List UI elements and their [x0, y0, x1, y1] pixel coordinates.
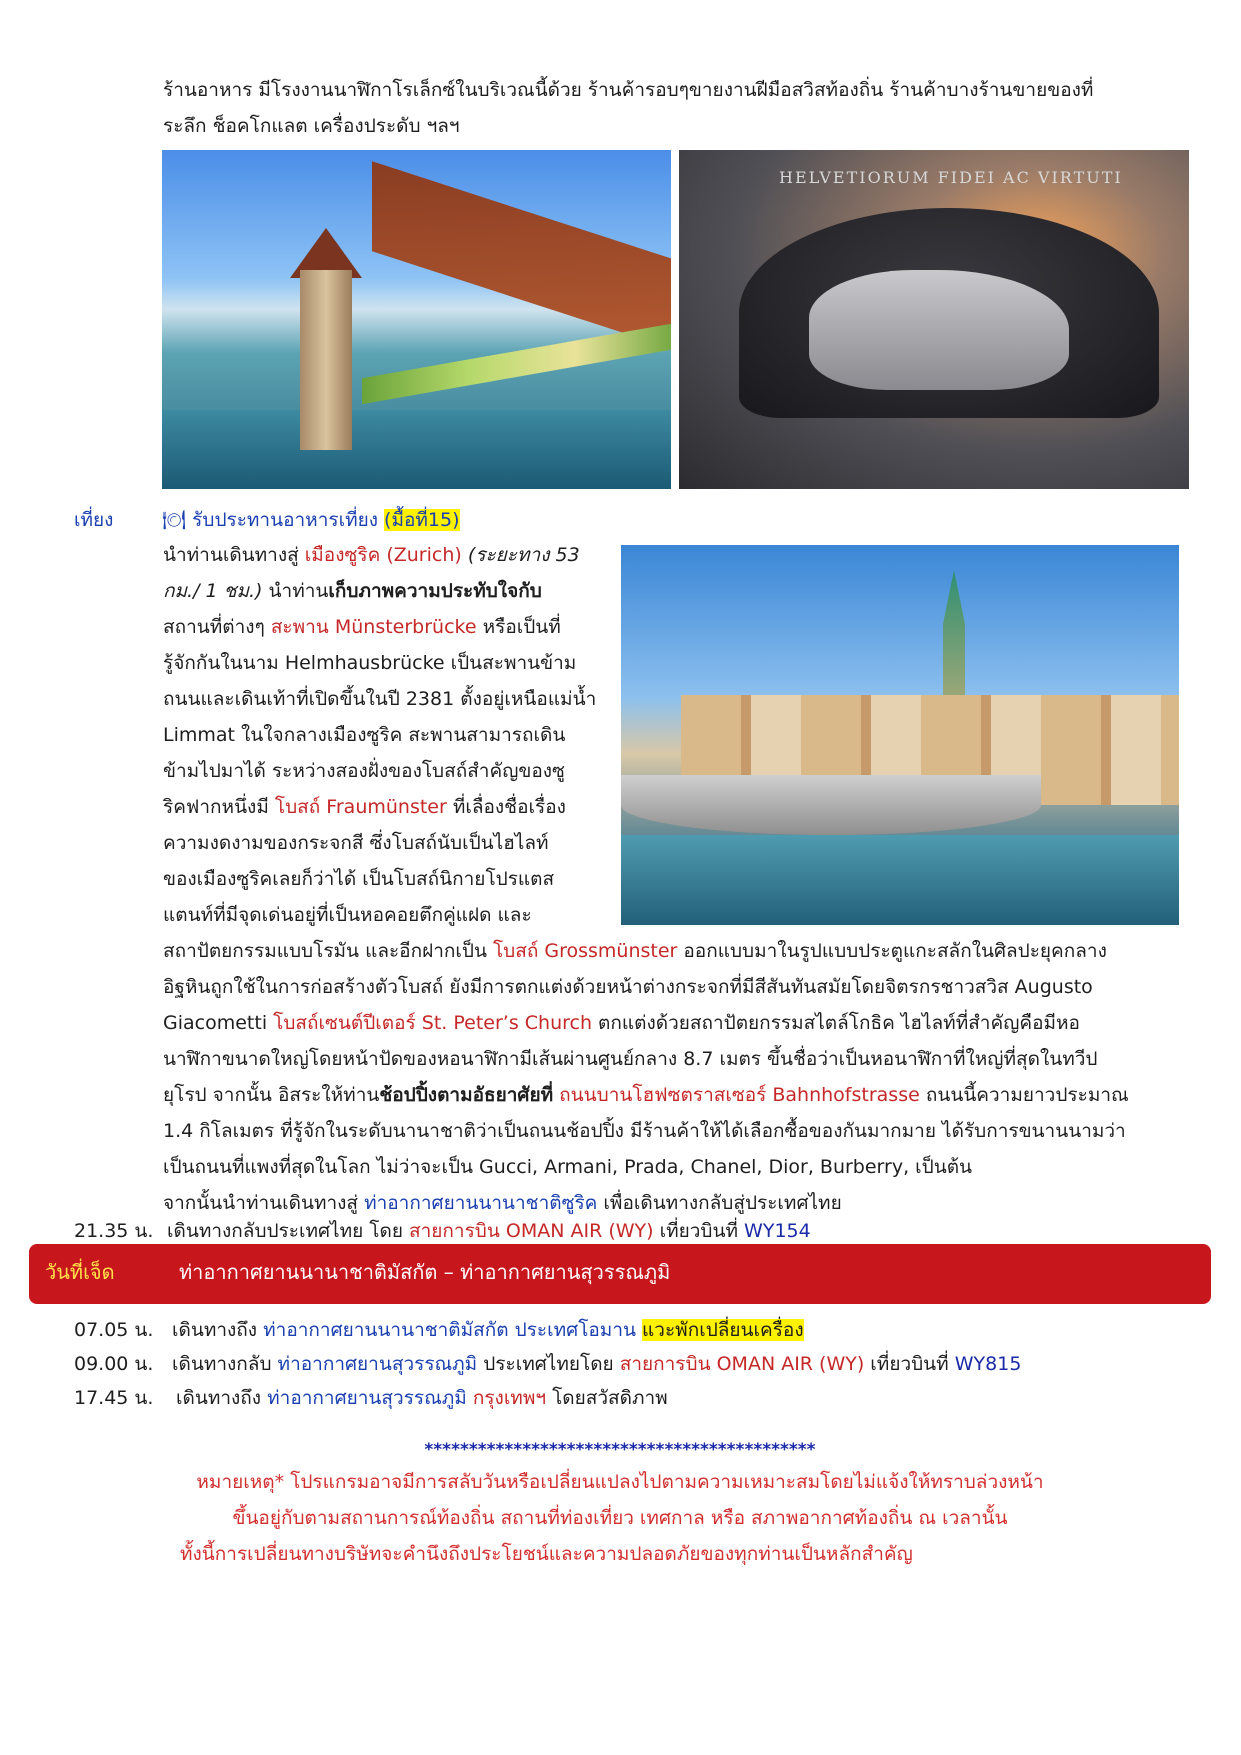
schedule-time-3: 17.45 น.: [74, 1387, 154, 1409]
zurich-line-5: ถนนและเดินเท้าที่เปิดขึ้นในปี 2381 ตั้งอยู่เหนือแม่น้ำ: [163, 688, 597, 710]
meal-icon: 🍽: [162, 509, 187, 531]
star-divider: ********************************************: [424, 1440, 816, 1460]
zurich-line-7: ข้ามไปมาได้ ระหว่างสองฝั่งของโบสถ์สำคัญของซู: [163, 760, 565, 782]
schedule-line-1: เดินทางถึง ท่าอากาศยานนานาชาติมัสกัต ประเทศโอมาน แวะพักเปลี่ยนเครื่อง: [172, 1319, 804, 1341]
zurich-line-14: Giacometti โบสถ์เซนต์ปีเตอร์ St. Peter’s Church ตกแต่งด้วยสถาปัตยกรรมสไตล์โกธิค ไฮไลท์ที่สำคัญคือมีหอ: [163, 1012, 1080, 1034]
schedule-time-1: 07.05 น.: [74, 1319, 154, 1341]
note-line-1: หมายเหตุ* โปรแกรมอาจมีการสลับวันหรือเปลี่ยนแปลงไปตามความเหมาะสมโดยไม่แจ้งให้ทราบล่วงหน้า: [196, 1471, 1044, 1493]
zurich-line-16: ยุโรป จากนั้น อิสระให้ท่านช้อปปิ้งตามอัธยาศัยที่ ถนนบานโฮฟซตราสเซอร์ Bahnhofstrasse ถนนนี้ความยาวประมาณ: [163, 1084, 1129, 1106]
zurich-paragraph-wide: [163, 933, 1193, 1221]
zurich-line-15: นาฬิกาขนาดใหญ่โดยหน้าปัดของหอนาฬิกามีเส้นผ่านศูนย์กลาง 8.7 เมตร ขึ้นชื่อว่าเป็นหอนาฬิกาที่ใหญ่ที่สุดในทวีป: [163, 1048, 1098, 1070]
lion-inscription: HELVETIORUM FIDEI AC VIRTUTI: [779, 168, 1123, 187]
meal-number: (มื้อที่15): [384, 509, 460, 531]
lunch-line: [162, 502, 460, 538]
zurich-paragraph-narrow: [163, 537, 603, 933]
zurich-line-8: ริคฟากหนึ่งมี โบสถ์ Fraumünster ที่เลื่องชื่อเรื่อง: [163, 796, 566, 818]
zurich-line-13: อิฐหินถูกใช้ในการก่อสร้างตัวโบสถ์ ยังมีการตกแต่งด้วยหน้าต่างกระจกที่มีสีสันทันสมัยโดยจิตรกรชาวสวิส Augusto: [163, 976, 1093, 998]
zurich-line-12: สถาปัตยกรรมแบบโรมัน และอีกฝากเป็น โบสถ์ Grossmünster ออกแบบมาในรูปแบบประตูแกะสลักในศิลปะยุคกลาง: [163, 940, 1107, 962]
transit-highlight: แวะพักเปลี่ยนเครื่อง: [642, 1319, 804, 1341]
lunch-text: รับประทานอาหารเที่ยง: [192, 509, 378, 531]
lunch-time: เที่ยง: [74, 509, 114, 531]
day-title: ท่าอากาศยานนานาชาติมัสกัต – ท่าอากาศยานสุวรรณภูมิ: [179, 1260, 671, 1284]
note-line-2: ขึ้นอยู่กับตามสถานการณ์ท้องถิ่น สถานที่ท่องเที่ยว เทศกาล หรือ สภาพอากาศท้องถิ่น ณ เวลานั้น: [232, 1507, 1008, 1529]
intro-line-2: ระลึก ช็อคโกแลต เครื่องประดับ ฯลฯ: [163, 115, 460, 137]
zurich-line-2: กม./ 1 ชม.) นำท่านเก็บภาพความประทับใจกับ: [163, 580, 542, 602]
depart-time: 21.35 น.: [74, 1220, 154, 1242]
zurich-line-1: นำท่านเดินทางสู่ เมืองซูริค (Zurich) (ระยะทาง 53: [163, 544, 580, 566]
depart-line: เดินทางกลับประเทศไทย โดย สายการบิน OMAN AIR (WY) เที่ยวบินที่ WY154: [167, 1220, 811, 1242]
intro-line-1: ร้านอาหาร มีโรงงานนาฬิกาโรเล็กซ์ในบริเวณนี้ด้วย ร้านค้ารอบๆขายงานฝีมือสวิสท้องถิ่น ร้านค้าบางร้านขายของที่: [163, 79, 1094, 101]
schedule-line-2: เดินทางกลับ ท่าอากาศยานสุวรรณภูมิ ประเทศไทยโดย สายการบิน OMAN AIR (WY) เที่ยวบินที่ WY815: [172, 1353, 1022, 1375]
schedule-time-2: 09.00 น.: [74, 1353, 154, 1375]
zurich-line-10: ของเมืองซูริคเลยก็ว่าได้ เป็นโบสถ์นิกายโปรแตส: [163, 868, 555, 890]
chapel-bridge-photo: [162, 150, 671, 489]
zurich-line-17: 1.4 กิโลเมตร ที่รู้จักในระดับนานาชาติว่าเป็นถนนช้อปปิ้ง มีร้านค้าให้ได้เลือกซื้อของกันมากมาย ได้รับการขนานนามว่า: [163, 1120, 1126, 1142]
zurich-line-9: ความงดงามของกระจกสี ซึ่งโบสถ์นับเป็นไฮไลท์: [163, 832, 549, 854]
depart-airline: สายการบิน OMAN AIR (WY): [409, 1220, 654, 1242]
zurich-line-3: สถานที่ต่างๆ สะพาน Münsterbrücke หรือเป็นที่: [163, 616, 561, 638]
day-header: [29, 1244, 1211, 1304]
lion-monument-photo: [679, 150, 1189, 489]
zurich-line-11: แตนท์ที่มีจุดเด่นอยู่ที่เป็นหอคอยตึกคู่แฝด และ: [163, 904, 532, 926]
note-line-3: ทั้งนี้การเปลี่ยนทางบริษัทจะคำนึงถึงประโยชน์และความปลอดภัยของทุกท่านเป็นหลักสำคัญ: [180, 1543, 913, 1565]
depart-flight: WY154: [744, 1220, 811, 1242]
zurich-line-6: Limmat ในใจกลางเมืองซูริค สะพานสามารถเดิน: [163, 724, 566, 746]
zurich-line-18: เป็นถนนที่แพงที่สุดในโลก ไม่ว่าจะเป็น Gucci, Armani, Prada, Chanel, Dior, Burberry, เป็นต้น: [163, 1156, 973, 1178]
schedule-line-3: เดินทางถึง ท่าอากาศยานสุวรรณภูมิ กรุงเทพฯ โดยสวัสดิภาพ: [176, 1387, 668, 1409]
zurich-bridge-photo: [621, 545, 1179, 925]
zurich-line-4: รู้จักกันในนาม Helmhausbrücke เป็นสะพานข้าม: [163, 652, 577, 674]
zurich-line-19: จากนั้นนำท่านเดินทางสู่ ท่าอากาศยานนานาชาติซูริค เพื่อเดินทางกลับสู่ประเทศไทย: [163, 1192, 842, 1214]
remark-note: [140, 1464, 1100, 1572]
day-label: วันที่เจ็ด: [45, 1260, 115, 1284]
